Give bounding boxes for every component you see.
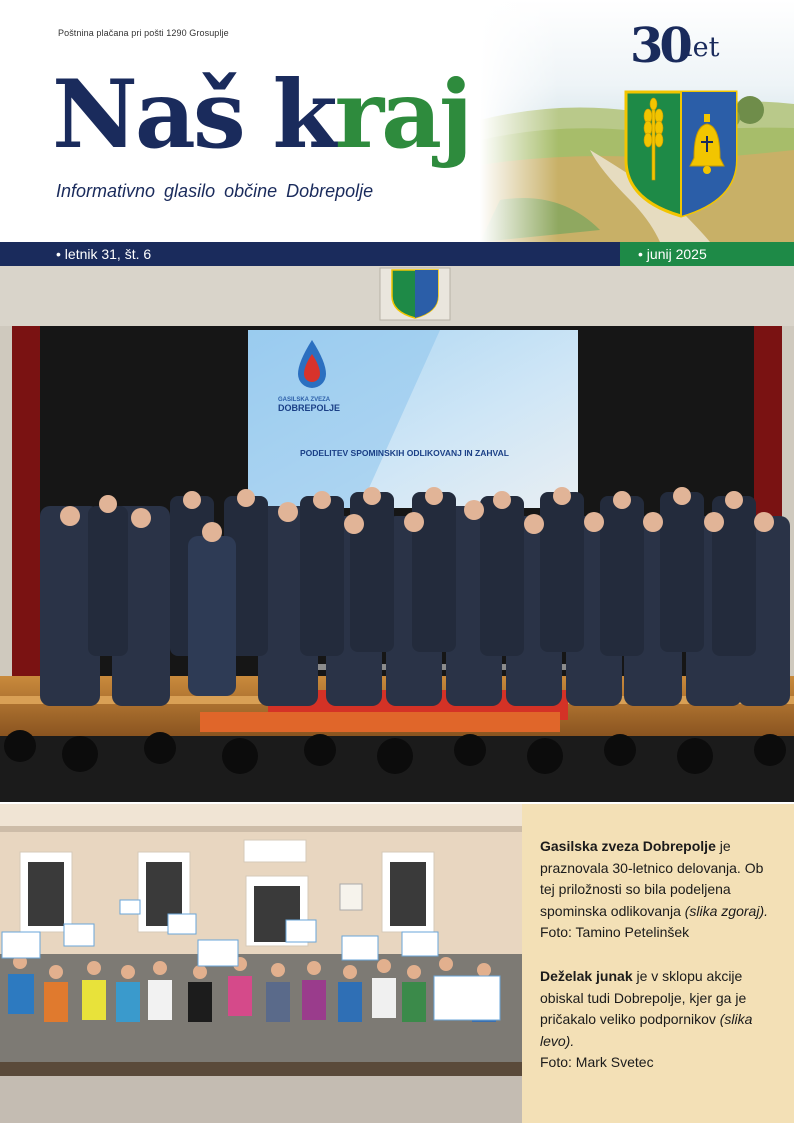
caption-1-credit: Foto: Tamino Petelinšek [540, 924, 690, 941]
caption-1-subject: Gasilska zveza Dobrepolje [540, 838, 716, 854]
caption-2-note: (slika levo). [540, 1011, 753, 1049]
caption-2-body: je v sklopu akcije obiskal tudi Dobrepolje, kjer ga je pričakalo veliko podpornikov [540, 967, 747, 1028]
masthead-title [52, 60, 471, 170]
screen-place-text: DOBREPOLJE [278, 403, 341, 413]
coat-of-arms-icon [624, 90, 738, 218]
photo-children-supporters [0, 804, 522, 1123]
masthead-title-part2: raj [334, 60, 471, 170]
anniversary-number: 30 [630, 18, 689, 74]
issue-date: • junij 2025 [638, 246, 707, 262]
masthead-subtitle: Informativno glasilo občine Dobrepolje [56, 181, 374, 201]
caption-panel [522, 804, 794, 1123]
anniversary-word: let [684, 32, 720, 63]
caption-2-credit: Foto: Mark Svetec [540, 1054, 654, 1071]
caption-1-body: je praznovala 30-letnico delovanja. Ob tej priložnosti so bila podeljena spominska odlikovanja [540, 838, 764, 919]
photo-firefighters-ceremony [0, 266, 794, 802]
caption-1-note: (slika zgoraj). [684, 902, 768, 919]
screen-caption-text: PODELITEV SPOMINSKIH ODLIKOVANJ IN ZAHVAL [300, 448, 509, 458]
screen-org-text: GASILSKA ZVEZA [278, 397, 331, 403]
caption-2-subject: Deželak junak [540, 967, 633, 984]
postage-note: Poštnina plačana pri pošti 1290 Grosuplje [58, 28, 229, 38]
caption-2 [540, 966, 780, 1052]
anniversary-badge [630, 18, 740, 78]
caption-text [540, 836, 780, 1074]
caption-spacer [540, 944, 780, 966]
issue-number: • letnik 31, št. 6 [56, 246, 152, 262]
masthead-title-part1: Naš k [52, 60, 335, 170]
caption-1 [540, 836, 780, 922]
